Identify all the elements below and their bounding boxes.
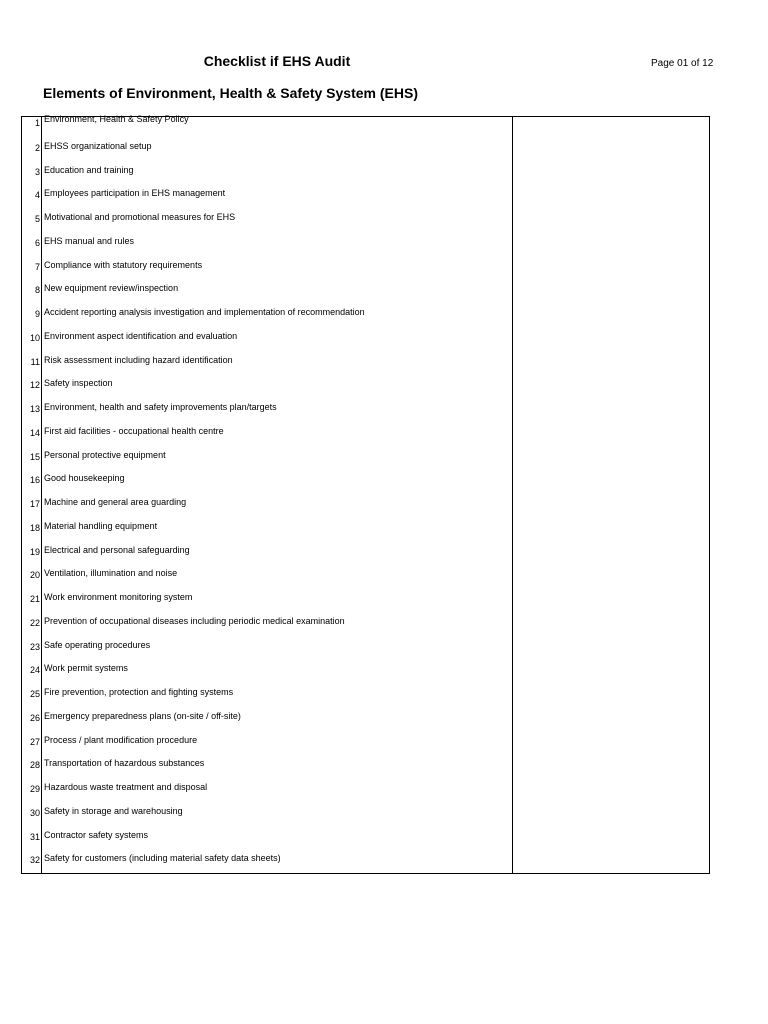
row-number: 21 bbox=[29, 594, 40, 604]
table-row bbox=[22, 473, 709, 497]
table-row bbox=[22, 735, 709, 759]
table-row bbox=[22, 830, 709, 854]
table-row bbox=[22, 853, 709, 877]
row-element-label: Emergency preparedness plans (on-site / off-site) bbox=[44, 710, 241, 721]
table-row bbox=[22, 236, 709, 260]
row-number: 30 bbox=[29, 807, 40, 818]
row-number: 31 bbox=[29, 831, 40, 842]
row-number: 29 bbox=[29, 784, 40, 794]
table-row bbox=[22, 402, 709, 426]
table-row bbox=[22, 497, 709, 521]
row-number: 16 bbox=[29, 475, 40, 486]
table-row bbox=[22, 568, 709, 592]
table-row bbox=[22, 212, 709, 236]
row-number: 9 bbox=[34, 309, 40, 319]
row-element-label: First aid facilities - occupational health centre bbox=[44, 425, 224, 436]
row-number: 19 bbox=[29, 546, 40, 557]
row-element-label: Compliance with statutory requirements bbox=[44, 259, 203, 270]
table-row bbox=[22, 450, 709, 474]
row-element-label: Fire prevention, protection and fighting systems bbox=[44, 687, 234, 697]
row-element-label: Work environment monitoring system bbox=[44, 592, 193, 602]
table-row bbox=[22, 378, 709, 402]
row-element-label: Machine and general area guarding bbox=[44, 497, 187, 507]
row-number: 10 bbox=[29, 332, 40, 343]
section-title: Elements of Environment, Health & Safety System (EHS) bbox=[43, 85, 418, 101]
table-row bbox=[22, 141, 709, 165]
table-row bbox=[22, 663, 709, 687]
table-row bbox=[22, 687, 709, 711]
table-row bbox=[22, 355, 709, 379]
row-number: 24 bbox=[29, 665, 40, 676]
row-element-label: Safety in storage and warehousing bbox=[44, 805, 183, 816]
row-element-label: Prevention of occupational diseases including periodic medical examination bbox=[44, 615, 345, 626]
row-element-label: Work permit systems bbox=[44, 663, 128, 674]
table-row bbox=[22, 260, 709, 284]
row-element-label: Safety inspection bbox=[44, 378, 113, 389]
row-number: 8 bbox=[34, 285, 40, 296]
table-row bbox=[22, 521, 709, 545]
row-element-label: EHS manual and rules bbox=[44, 235, 135, 246]
table-row bbox=[22, 331, 709, 355]
table-row bbox=[22, 711, 709, 735]
table-row bbox=[22, 616, 709, 640]
table-row bbox=[22, 426, 709, 450]
row-number: 11 bbox=[30, 356, 40, 367]
row-number: 15 bbox=[29, 451, 40, 462]
table-row bbox=[22, 545, 709, 569]
row-element-label: Employees participation in EHS management bbox=[44, 188, 226, 199]
row-element-label: Contractor safety systems bbox=[44, 829, 149, 840]
row-element-label: Material handling equipment bbox=[44, 520, 158, 531]
row-element-label: Safety for customers (including material safety data sheets) bbox=[44, 853, 281, 864]
row-number: 3 bbox=[34, 166, 40, 177]
row-element-label: Electrical and personal safeguarding bbox=[44, 544, 190, 555]
row-element-label: Risk assessment including hazard identification bbox=[44, 354, 233, 365]
row-number: 18 bbox=[29, 522, 40, 533]
row-element-label: EHSS organizational setup bbox=[44, 140, 152, 151]
row-element-label: Motivational and promotional measures for EHS bbox=[44, 212, 236, 222]
table-row bbox=[22, 283, 709, 307]
row-element-label: Environment, health and safety improvements plan/targets bbox=[44, 402, 277, 412]
row-element-label: Ventilation, illumination and noise bbox=[44, 568, 178, 579]
row-number: 17 bbox=[29, 499, 40, 509]
row-number: 14 bbox=[29, 427, 40, 438]
row-number: 27 bbox=[29, 736, 40, 747]
row-element-label: Personal protective equipment bbox=[44, 449, 166, 460]
row-number: 32 bbox=[29, 855, 40, 866]
row-number: 6 bbox=[34, 237, 40, 248]
row-number: 1 bbox=[34, 118, 40, 128]
page-number: Page 01 of 12 bbox=[651, 58, 714, 69]
table-row bbox=[22, 307, 709, 331]
table-row bbox=[22, 640, 709, 664]
row-element-label: Hazardous waste treatment and disposal bbox=[44, 782, 208, 792]
table-row bbox=[22, 806, 709, 830]
row-number: 22 bbox=[29, 617, 40, 628]
row-number: 7 bbox=[34, 261, 40, 272]
table-row bbox=[22, 592, 709, 616]
row-number: 28 bbox=[29, 760, 40, 771]
table-row bbox=[22, 758, 709, 782]
row-number: 12 bbox=[29, 380, 40, 391]
row-element-label: Good housekeeping bbox=[44, 473, 125, 484]
row-element-label: Process / plant modification procedure bbox=[44, 734, 198, 745]
row-number: 20 bbox=[29, 570, 40, 581]
table-row bbox=[22, 165, 709, 189]
row-element-label: Education and training bbox=[44, 164, 134, 175]
row-element-label: Safe operating procedures bbox=[44, 639, 151, 650]
row-element-label: Environment aspect identification and evaluation bbox=[44, 330, 238, 341]
row-element-label: Accident reporting analysis investigation and implementation of recommendation bbox=[44, 307, 365, 317]
row-number: 13 bbox=[29, 404, 40, 414]
checklist-table bbox=[21, 116, 710, 874]
table-row bbox=[22, 114, 709, 141]
row-number: 2 bbox=[34, 142, 40, 153]
row-number: 26 bbox=[29, 712, 40, 723]
table-row bbox=[22, 782, 709, 806]
document-title: Checklist if EHS Audit bbox=[203, 53, 351, 69]
row-number: 4 bbox=[34, 190, 40, 201]
row-element-label: New equipment review/inspection bbox=[44, 283, 179, 294]
row-number: 23 bbox=[29, 641, 40, 652]
table-row bbox=[22, 188, 709, 212]
row-number: 25 bbox=[29, 689, 40, 699]
row-element-label: Environment, Health & Safety Policy bbox=[44, 114, 189, 124]
checklist-rows bbox=[22, 114, 709, 877]
row-number: 5 bbox=[34, 214, 40, 224]
row-element-label: Transportation of hazardous substances bbox=[44, 758, 205, 769]
